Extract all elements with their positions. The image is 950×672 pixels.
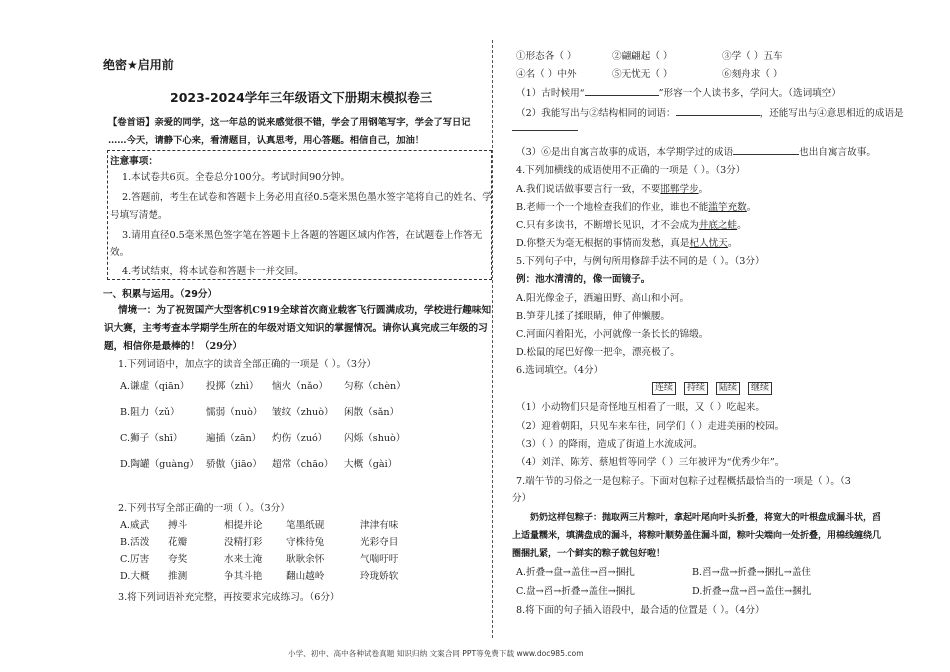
q1-b-1: B.阻力（zǔ） xyxy=(120,407,180,418)
q4-c: C.只有多读书，不断增长见识，才不会成为井底之蛙。 xyxy=(516,220,747,231)
q5-stem: 5.下列句子中，与例句所用修辞手法不同的是（ ）。（3分） xyxy=(516,256,765,267)
q2-d-5: 玲珑娇软 xyxy=(360,571,399,582)
q3-2: （2）我能写出与②结构相同的词语： ，还能写出与④意思相近的成语是 xyxy=(516,108,904,119)
q2-a-2: 搏斗 xyxy=(168,520,188,531)
q2-a-4: 笔墨纸砚 xyxy=(286,520,325,531)
q2-b-4: 守株待兔 xyxy=(286,537,325,548)
idiom-1: ①形态各（ ） xyxy=(516,51,577,62)
q1-d-3: 超常（chāo） xyxy=(272,459,334,470)
q4-stem: 4.下列加横线的成语使用不正确的一项是（ ）。（3分） xyxy=(516,165,746,176)
q6-word-3: 陆续 xyxy=(716,382,740,395)
q3-3: （3）⑥是出自寓言故事的成语，本学期学过的成语 也出自寓言故事。 xyxy=(516,147,876,158)
q2-c-2: 夸奖 xyxy=(168,554,188,565)
q1-a-2: 投掷（zhì） xyxy=(206,381,259,392)
q2-c-4: 耿耿余怀 xyxy=(286,554,325,565)
context-line-3: 题，相信你是最棒的！（29分） xyxy=(104,341,243,352)
q1-b-4: 闲散（sǎn） xyxy=(344,407,400,418)
q1-c-2: 遍插（zān） xyxy=(206,433,262,444)
exam-title: 2023-2024学年三年级语文下册期末模拟卷三 xyxy=(170,90,433,105)
q5-d: D.松鼠的尾巴好像一把伞，漂亮极了。 xyxy=(516,347,680,358)
q2-d-3: 争其斗艳 xyxy=(224,571,263,582)
q7-passage-2: 上适量糯米，填满盘成的漏斗，将粽叶顺势盖住漏斗面，粽叶尖端向一处折叠，用棉线缠绕几 xyxy=(512,531,882,541)
q1-stem: 1.下列词语中，加点字的读音全部正确的一项是（ ）。（3分） xyxy=(118,359,377,370)
context-line-2: 识大赛，主考考查本学期学生所在的年级对语文知识的掌握情况。请你认真完成三年级的习 xyxy=(104,323,488,334)
q7-a: A.折叠→盘→盖住→舀→捆扎 xyxy=(516,567,635,578)
q5-c: C.河面闪着阳光，小河就像一条长长的锦缎。 xyxy=(516,329,709,340)
q7-options xyxy=(516,566,852,598)
preface-line-2: ……今天，请静下心来，看清题目，认真思考，用心答题。相信自己，加油！ xyxy=(108,135,425,146)
q5-example: 例：池水清清的，像一面镜子。 xyxy=(516,274,651,285)
q2-a-5: 津津有味 xyxy=(360,520,399,531)
notice-item-2-cont: 号填写清楚。 xyxy=(110,210,168,221)
idiom-6: ⑥刻舟求（ ） xyxy=(722,69,783,80)
idiom-5: ⑤无忧无（ ） xyxy=(612,69,673,80)
q1-c-4: 闪烁（shuò） xyxy=(344,433,406,444)
preface-line-1: 【卷首语】亲爱的同学，这一年总的说来感觉很不错，学会了用钢笔写字，学会了写日记 xyxy=(108,117,471,128)
notice-item-4: 4.考试结束，将本试卷和答题卡一并交回。 xyxy=(122,266,304,277)
q1-options xyxy=(120,380,414,472)
q2-c-1: C.厉害 xyxy=(120,554,150,565)
q1-c-1: C.狮子（shī） xyxy=(120,433,183,444)
q2-b-3: 没精打彩 xyxy=(224,537,263,548)
q1-b-3: 皱纹（zhuò） xyxy=(272,407,334,418)
q3-idioms xyxy=(516,50,842,81)
notice-item-1: 1.本试卷共6页。全卷总分100分。考试时间90分钟。 xyxy=(122,172,351,183)
q3-2-blank[interactable] xyxy=(512,121,578,131)
q7-stem-cont: 分） xyxy=(512,493,532,504)
q2-options xyxy=(120,519,430,583)
q1-a-3: 恼火（nǎo） xyxy=(272,381,329,392)
q6-item-2: （2）迎着朝阳，只见车来车往，同学们（ ）走进美丽的校园。 xyxy=(516,421,785,432)
q7-passage-3: 圈捆扎紧，一个鲜实的粽子就包好啦！ xyxy=(512,549,666,559)
notice-item-2: 2.答题前，考生在试卷和答题卡上务必用直径0.5毫米黑色墨水签字笔将自己的姓名、学 xyxy=(122,192,492,203)
section-1-heading: 一、积累与运用。（29分） xyxy=(103,289,218,300)
column-divider xyxy=(492,40,493,638)
q2-b-5: 光彩夺目 xyxy=(360,537,399,548)
secret-label: 绝密★启用前 xyxy=(103,58,174,72)
q2-b-2: 花瓣 xyxy=(168,537,188,548)
q5-a: A.阳光像金子，洒遍田野、高山和小河。 xyxy=(516,293,690,304)
q2-a-3: 相提并论 xyxy=(224,520,263,531)
context-line-1: 情境一：为了祝贺国产大型客机C919全球首次商业载客飞行圆满成功，学校进行趣味知 xyxy=(118,305,492,316)
q7-d: D.折叠→盘→舀→盖住→捆扎 xyxy=(692,586,812,597)
q1-c-3: 灼伤（zuó） xyxy=(272,433,328,444)
q3-1: （1）古时候用“ ”形容一个人读书多，学问大。（选词填空） xyxy=(516,88,841,99)
q6-stem: 6.选词填空。（4分） xyxy=(516,365,604,376)
q6-word-4: 继续 xyxy=(748,382,772,395)
q7-passage-1: 奶奶这样包粽子：抛取两三片粽叶，拿起叶尾向叶头折叠，将宽大的叶根盘成漏斗状，舀 xyxy=(530,513,882,523)
q1-d-1: D.陶罐（guàng） xyxy=(120,459,200,470)
q7-b: B.舀→盘→折叠→捆扎→盖住 xyxy=(692,567,812,578)
q6-word-1: 连续 xyxy=(652,382,676,395)
q1-d-4: 大概（gài） xyxy=(344,459,398,470)
q1-b-2: 懦弱（nuò） xyxy=(206,407,263,418)
notice-item-3-cont: 效。 xyxy=(110,247,130,258)
q4-b: B.老师一个一个地检查我们的作业，谁也不能滥竽充数。 xyxy=(516,202,757,213)
q4-d: D.你整天为毫无根据的事情而发愁，真是杞人忧天。 xyxy=(516,238,738,249)
q1-d-2: 骄傲（jiāo） xyxy=(206,459,262,470)
q6-word-bank xyxy=(652,382,780,395)
idiom-2: ②翩翩起（ ） xyxy=(612,51,673,62)
q6-item-1: （1）小动物们只是奇怪地互相看了一眼，又（ ）吃起来。 xyxy=(516,402,765,413)
q2-d-4: 翻山越岭 xyxy=(286,571,325,582)
q2-c-5: 气喘吁吁 xyxy=(360,554,399,565)
idiom-4: ④名（ ）中外 xyxy=(516,69,577,80)
q4-a: A.我们说话做事要言行一致，不要邯郸学步。 xyxy=(516,184,709,195)
notice-item-3: 3.请用直径0.5毫米黑色签字笔在答题卡上各题的答题区域内作答，在试题卷上作答无 xyxy=(122,230,483,241)
q5-b: B.笋芽儿揉了揉眼睛，伸了伸懒腰。 xyxy=(516,311,671,322)
q7-stem: 7.端午节的习俗之一是包粽子。下面对包粽子过程概括最恰当的一项是（ ）。（3 xyxy=(516,476,851,487)
q6-item-3: （3）（ ）的降雨，造成了街道上水流成河。 xyxy=(516,439,703,450)
q6-item-4: （4）刘洋、陈芳、蔡旭哲等同学（ ）三年被评为“优秀少年”。 xyxy=(516,457,785,468)
notice-title: 注意事项： xyxy=(110,156,158,167)
q2-d-1: D.大概 xyxy=(120,571,150,582)
q2-d-2: 推测 xyxy=(168,571,188,582)
q2-a-1: A.威武 xyxy=(120,520,150,531)
q7-c: C.盘→舀→折叠→盖住→捆扎 xyxy=(516,586,635,597)
q1-a-1: A.谦虚（qiān） xyxy=(120,381,190,392)
q2-stem: 2.下列书写全部正确的一项（ ）。（3分） xyxy=(118,503,290,514)
idiom-3: ③学（ ）五车 xyxy=(722,51,783,62)
q6-word-2: 持续 xyxy=(684,382,708,395)
q3-stem: 3.将下列词语补充完整，再按要求完成练习。（6分） xyxy=(118,592,340,603)
q2-c-3: 水来土淹 xyxy=(224,554,263,565)
q1-a-4: 匀称（chèn） xyxy=(344,381,406,392)
q2-b-1: B.活泼 xyxy=(120,537,150,548)
q8-stem: 8.将下面的句子插入语段中，最合适的位置是（ ）。（4分） xyxy=(516,605,765,616)
page-footer: 小学、初中、高中各种试卷真题 知识归纳 文案合同 PPT等免费下载 www.doc985.com xyxy=(288,649,584,658)
